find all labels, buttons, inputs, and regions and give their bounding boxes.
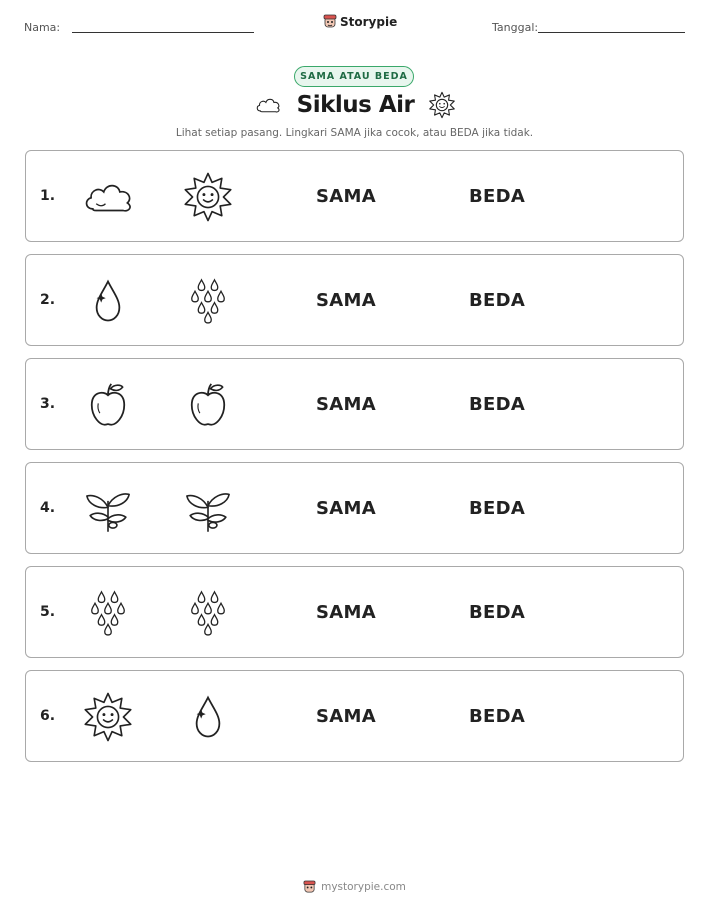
date-label: Tanggal:: [492, 21, 539, 34]
option-sama[interactable]: SAMA: [316, 706, 376, 727]
name-field[interactable]: [72, 32, 254, 33]
option-beda[interactable]: BEDA: [469, 602, 526, 623]
option-beda[interactable]: BEDA: [469, 394, 526, 415]
option-sama[interactable]: SAMA: [316, 602, 376, 623]
question-row-4: [25, 462, 684, 554]
storypie-mascot-icon: [303, 880, 316, 894]
brand-logo: [323, 14, 397, 29]
option-sama[interactable]: SAMA: [316, 186, 376, 207]
option-beda[interactable]: BEDA: [469, 498, 526, 519]
sun-icon: [181, 171, 235, 223]
worksheet-type-badge: SAMA ATAU BEDA: [294, 66, 414, 87]
question-number: 4.: [40, 500, 56, 516]
option-beda[interactable]: BEDA: [469, 186, 526, 207]
option-beda[interactable]: BEDA: [469, 290, 526, 311]
footer-url: mystorypie.com: [321, 881, 406, 893]
footer: [0, 880, 709, 894]
question-number: 5.: [40, 604, 56, 620]
sprout-icon: [181, 483, 235, 535]
question-number: 6.: [40, 708, 56, 724]
question-number: 3.: [40, 396, 56, 412]
option-sama[interactable]: SAMA: [316, 498, 376, 519]
apple-icon: [81, 379, 135, 431]
question-number: 1.: [40, 188, 56, 204]
date-field[interactable]: [538, 32, 685, 33]
question-number: 2.: [40, 292, 56, 308]
apple-icon: [181, 379, 235, 431]
raindrops-icon: [181, 587, 235, 639]
instructions: Lihat setiap pasang. Lingkari SAMA jika cocok, atau BEDA jika tidak.: [175, 127, 534, 139]
water-drop-icon: [181, 691, 235, 743]
raindrops-icon: [81, 587, 135, 639]
question-row-2: [25, 254, 684, 346]
cloud-icon: [81, 171, 135, 223]
raindrops-icon: [181, 275, 235, 327]
sprout-icon: [81, 483, 135, 535]
sun-icon: [81, 691, 135, 743]
storypie-mascot-icon: [323, 14, 337, 29]
option-sama[interactable]: SAMA: [316, 394, 376, 415]
option-beda[interactable]: BEDA: [469, 706, 526, 727]
question-row-1: [25, 150, 684, 242]
water-drop-icon: [81, 275, 135, 327]
sun-icon: [428, 91, 456, 119]
question-row-3: [25, 358, 684, 450]
question-row-5: [25, 566, 684, 658]
title-row: [0, 91, 709, 119]
question-row-6: [25, 670, 684, 762]
page-title: Siklus Air: [296, 92, 415, 118]
option-sama[interactable]: SAMA: [316, 290, 376, 311]
brand-name: Storypie: [340, 14, 398, 29]
name-label: Nama:: [24, 21, 61, 34]
cloud-icon: [253, 94, 283, 116]
